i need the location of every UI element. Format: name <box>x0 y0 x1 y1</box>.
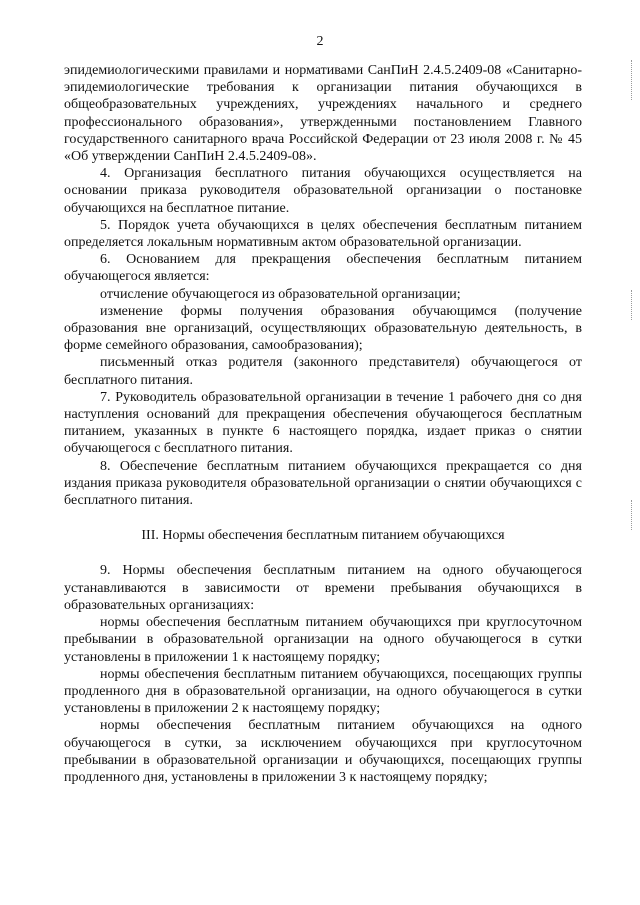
paragraph: изменение формы получения образования обучающимся (получение образования вне организаций, осуществляющих образовательную деятельность, в форме семейного образования, самообразования); <box>64 303 582 354</box>
paragraphs-top <box>64 62 582 509</box>
document-body <box>64 62 582 786</box>
paragraph: 8. Обеспечение бесплатным питанием обучающихся прекращается со дня издания приказа руководителя образовательной организации о снятии обучающихся с бесплатного питания. <box>64 458 582 509</box>
paragraph: эпидемиологическими правилами и нормативами СанПиН 2.4.5.2409-08 «Санитарно-эпидемиологические требования к организации питания обучающихся в общеобразовательных учреждениях, учреждениях начального и среднего профессионального образования», утвержденными постановлением Главного государственного санитарного врача Российской Федерации от 23 июля 2008 г. № 45 «Об утверждении СанПиН 2.4.5.2409-08». <box>64 63 582 165</box>
paragraph: нормы обеспечения бесплатным питанием обучающихся при круглосуточном пребывании в образовательной организации на одного обучающегося в сутки установлены в приложении 1 к настоящему порядку; <box>64 615 582 665</box>
paragraph: 6. Основанием для прекращения обеспечения бесплатным питанием обучающегося является: <box>64 252 582 285</box>
margin-mark-top <box>631 60 634 100</box>
paragraph: 7. Руководитель образовательной организации в течение 1 рабочего дня со дня наступления оснований для прекращения обеспечения обучающегося бесплатным питанием, указанных в пункте 6 настоящего порядка, издает приказ о снятии обучающегося с бесплатного питания. <box>64 389 582 457</box>
section-heading: III. Нормы обеспечения бесплатным питанием обучающихся <box>141 528 505 544</box>
paragraph: нормы обеспечения бесплатным питанием обучающихся на одного обучающегося в сутки, за исключением обучающихся при круглосуточном пребывании в образовательной организации и обучающихся, посещающих группы продленного дня, установлены в приложении 3 к настоящему порядку; <box>64 718 582 785</box>
paragraph: письменный отказ родителя (законного представителя) обучающегося от бесплатного питания. <box>64 355 582 388</box>
paragraph: 4. Организация бесплатного питания обучающихся осуществляется на основании приказа руководителя образовательной организации о постановке обучающихся на бесплатное питание. <box>64 166 582 216</box>
paragraph: 9. Нормы обеспечения бесплатным питанием на одного обучающегося устанавливаются в зависимости от времени пребывания обучающихся в образовательных организациях: <box>64 563 582 613</box>
paragraphs-bottom <box>64 562 582 786</box>
margin-mark-lower <box>631 500 634 530</box>
margin-mark-middle <box>631 290 634 320</box>
paragraph: отчисление обучающегося из образовательной организации; <box>100 286 461 302</box>
paragraph: нормы обеспечения бесплатным питанием обучающихся, посещающих группы продленного дня в образовательной организации, на одного обучающегося в сутки установлены в приложении 2 к настоящему порядку; <box>64 666 582 717</box>
paragraph: 5. Порядок учета обучающихся в целях обеспечения бесплатным питанием определяется локальным нормативным актом образовательной организации. <box>64 217 582 251</box>
page-number: 2 <box>316 34 324 49</box>
